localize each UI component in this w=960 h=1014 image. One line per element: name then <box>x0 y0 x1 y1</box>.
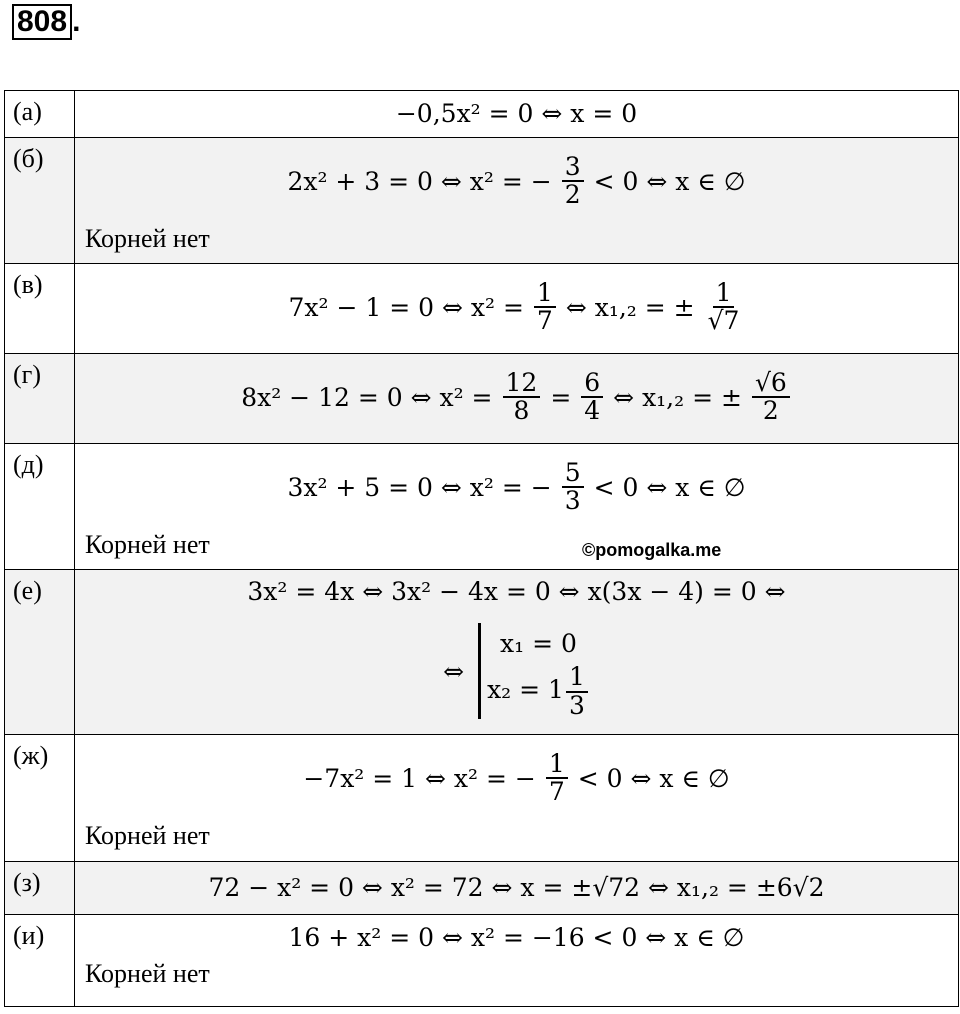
equation-part: ⇔ <box>443 656 465 686</box>
equation: 16 + x² = 0 ⇔ x² = −16 < 0 ⇔ x ∈ ∅ <box>288 922 745 952</box>
row-label: (и) <box>5 915 75 1007</box>
problem-number-box: 808 <box>12 4 72 40</box>
fraction-denominator: 7 <box>548 777 565 806</box>
fraction-denominator: 8 <box>513 396 530 425</box>
fraction-numerator: 3 <box>562 154 584 182</box>
equation: 3x² = 4x ⇔ 3x² − 4x = 0 ⇔ x(3x − 4) = 0 ⇔ <box>247 576 786 606</box>
equation-part: 8x² − 12 = 0 ⇔ x² = <box>241 382 493 412</box>
system-line: x₁ = 0 <box>500 629 577 659</box>
fraction-denominator: 3 <box>568 690 585 720</box>
fraction-denominator: 2 <box>564 180 581 209</box>
fraction-denominator: 2 <box>762 396 779 425</box>
no-roots-note: Корней нет <box>85 224 210 253</box>
fraction <box>581 367 603 425</box>
row-label: (б) <box>5 138 75 264</box>
equation-part: < 0 ⇔ x ∈ ∅ <box>593 166 746 196</box>
problem-number <box>12 4 80 40</box>
table-row <box>5 735 959 862</box>
fraction-denominator: √7 <box>707 306 740 335</box>
fraction-numerator: 12 <box>503 370 541 398</box>
fraction <box>705 277 743 335</box>
table-row <box>5 570 959 735</box>
equation-part: 3x² + 5 = 0 ⇔ x² = − <box>287 472 552 502</box>
table-row <box>5 264 959 354</box>
fraction-numerator: √6 <box>752 370 790 398</box>
fraction-denominator: 3 <box>564 486 581 515</box>
fraction <box>562 151 584 209</box>
equation: −0,5x² = 0 ⇔ x = 0 <box>395 98 638 128</box>
no-roots-note: Корней нет <box>85 530 210 559</box>
equation-part: 2x² + 3 = 0 ⇔ x² = − <box>287 166 552 196</box>
fraction-denominator: 4 <box>584 396 601 425</box>
fraction <box>534 277 556 335</box>
table-row <box>5 862 959 915</box>
row-content <box>75 138 959 264</box>
row-content <box>75 444 959 570</box>
fraction <box>546 748 568 806</box>
equation-part: = <box>550 382 572 412</box>
equation-part: < 0 ⇔ x ∈ ∅ <box>593 472 746 502</box>
equation-part: −7x² = 1 ⇔ x² = − <box>303 763 536 793</box>
row-label: (з) <box>5 862 75 915</box>
fraction <box>503 367 541 425</box>
equation-part: 7x² − 1 = 0 ⇔ x² = <box>288 292 524 322</box>
equation-part: ⇔ x₁,₂ = ± <box>565 292 695 322</box>
equation-system <box>75 612 958 730</box>
row-content <box>75 915 959 1007</box>
fraction <box>752 367 790 425</box>
fraction-denominator: 7 <box>536 306 553 335</box>
row-label: (в) <box>5 264 75 354</box>
row-label: (г) <box>5 354 75 444</box>
system-bracket <box>478 623 590 719</box>
row-content <box>75 862 959 915</box>
row-label: (д) <box>5 444 75 570</box>
fraction <box>562 457 584 515</box>
row-content <box>75 354 959 444</box>
equation <box>75 444 958 530</box>
fraction-numerator: 6 <box>581 370 603 398</box>
equation <box>75 735 958 821</box>
fraction-numerator: 1 <box>566 664 588 692</box>
solution-table <box>4 90 959 1007</box>
fraction-numerator: 1 <box>713 280 735 308</box>
fraction-numerator: 1 <box>546 751 568 779</box>
row-label: (ж) <box>5 735 75 862</box>
equation <box>75 354 958 440</box>
table-row <box>5 915 959 1007</box>
no-roots-note: Корней нет <box>85 959 210 988</box>
table-row <box>5 444 959 570</box>
equation-part: x₂ = 1 <box>487 675 564 704</box>
row-label: (е) <box>5 570 75 735</box>
system-line <box>487 664 590 719</box>
no-roots-note: Корней нет <box>85 821 210 850</box>
table-row <box>5 354 959 444</box>
fraction-numerator: 1 <box>534 280 556 308</box>
fraction <box>566 664 588 719</box>
row-content <box>75 570 959 735</box>
fraction-numerator: 5 <box>562 460 584 488</box>
problem-number-dot: . <box>72 5 81 38</box>
table-row <box>5 138 959 264</box>
row-content <box>75 91 959 138</box>
equation-part: < 0 ⇔ x ∈ ∅ <box>577 763 730 793</box>
table-row <box>5 91 959 138</box>
row-content <box>75 264 959 354</box>
equation: 72 − x² = 0 ⇔ x² = 72 ⇔ x = ±√72 ⇔ x₁,₂ = ±6√2 <box>208 872 825 902</box>
watermark: ©pomogalka.me <box>582 540 722 560</box>
row-content <box>75 735 959 862</box>
equation-part: ⇔ x₁,₂ = ± <box>613 382 742 412</box>
equation <box>75 264 958 350</box>
row-label: (а) <box>5 91 75 138</box>
equation <box>75 138 958 224</box>
